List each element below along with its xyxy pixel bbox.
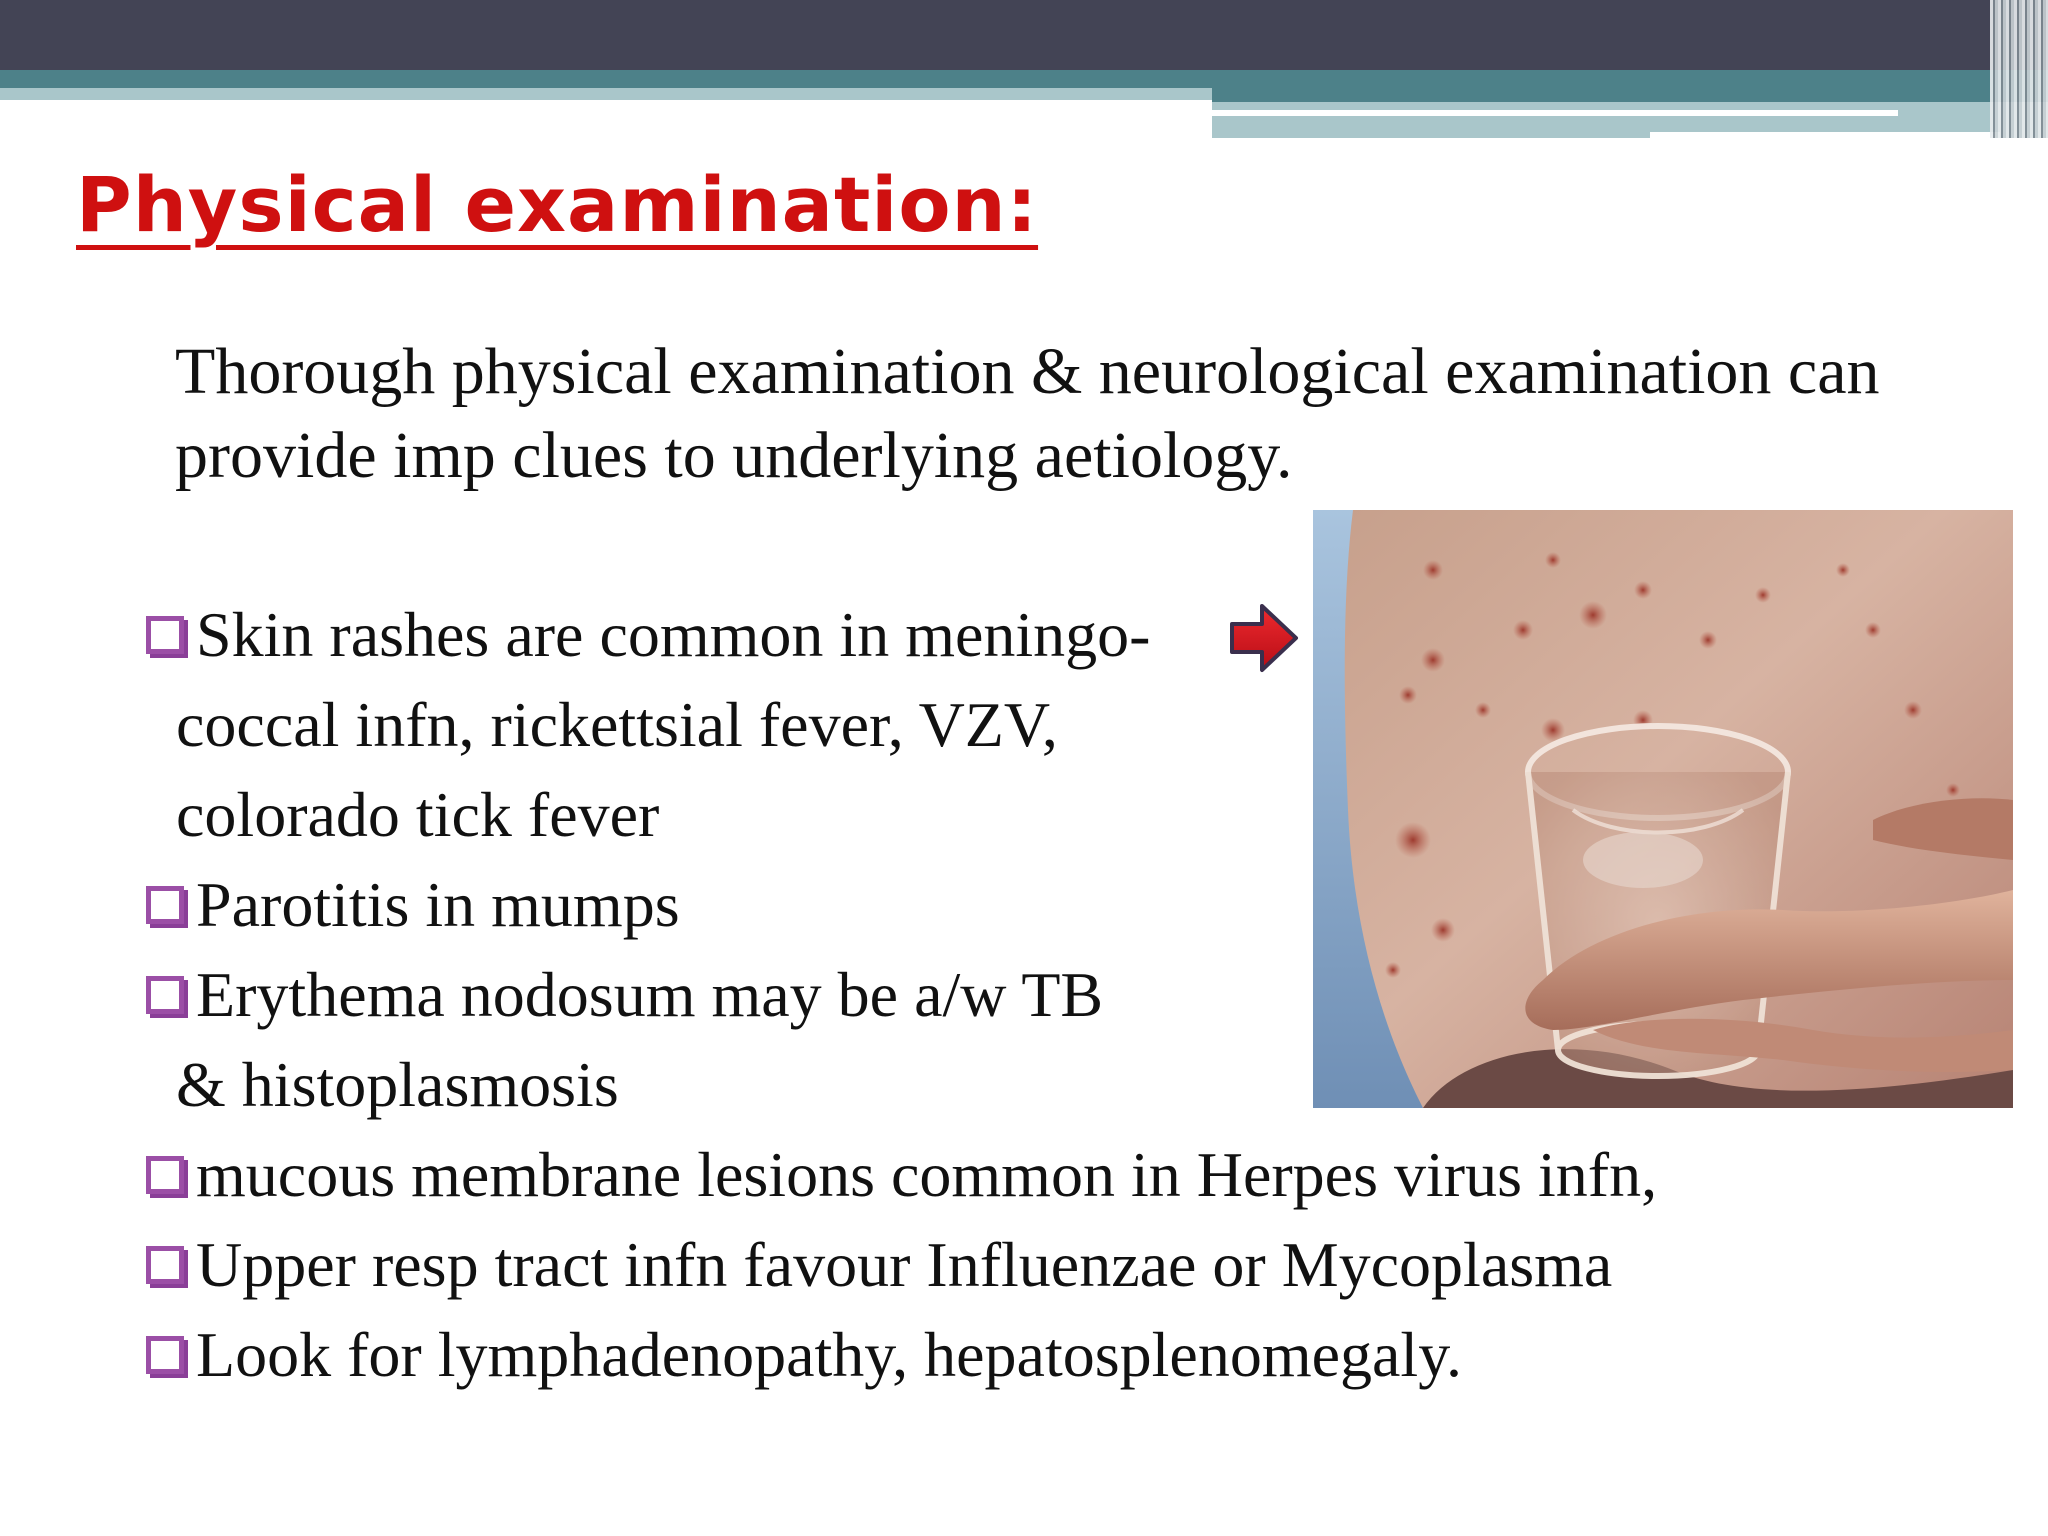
checkbox-square-icon (146, 616, 184, 654)
intro-paragraph: Thorough physical examination & neurological examination can provide imp clues to underlying aetiology. (175, 335, 1880, 492)
rash-glass-test-photo (1313, 510, 2013, 1108)
bullet-line: Look for lymphadenopathy, hepatosplenomegaly. (196, 1319, 1463, 1390)
bullet-line: Upper resp tract infn favour Influenzae or Mycoplasma (196, 1229, 1613, 1300)
right-arrow-icon (1228, 602, 1300, 674)
checkbox-square-icon (146, 1336, 184, 1374)
bullet-item (196, 1220, 1612, 1310)
bullet-item (196, 1130, 1657, 1220)
slide-title: Physical examination: (76, 160, 1039, 249)
bullet-line: Parotitis in mumps (196, 869, 680, 940)
checkbox-square-icon (146, 976, 184, 1014)
bullet-line: coccal infn, rickettsial fever, VZV, (176, 689, 1058, 760)
checkbox-square-icon (146, 1246, 184, 1284)
bullet-line: colorado tick fever (176, 779, 660, 850)
bullet-item (176, 590, 1151, 860)
checkbox-square-icon (146, 1156, 184, 1194)
bullet-item (196, 1310, 1462, 1400)
checkbox-square-icon (146, 886, 184, 924)
bullet-line: & histoplasmosis (176, 1049, 619, 1120)
bullet-line: mucous membrane lesions common in Herpes virus infn, (196, 1139, 1658, 1210)
bullet-line: Erythema nodosum may be a/w TB (196, 959, 1104, 1030)
bullet-item (176, 950, 1104, 1130)
bullet-item (196, 860, 680, 950)
bullet-line: Skin rashes are common in meningo- (196, 599, 1151, 670)
